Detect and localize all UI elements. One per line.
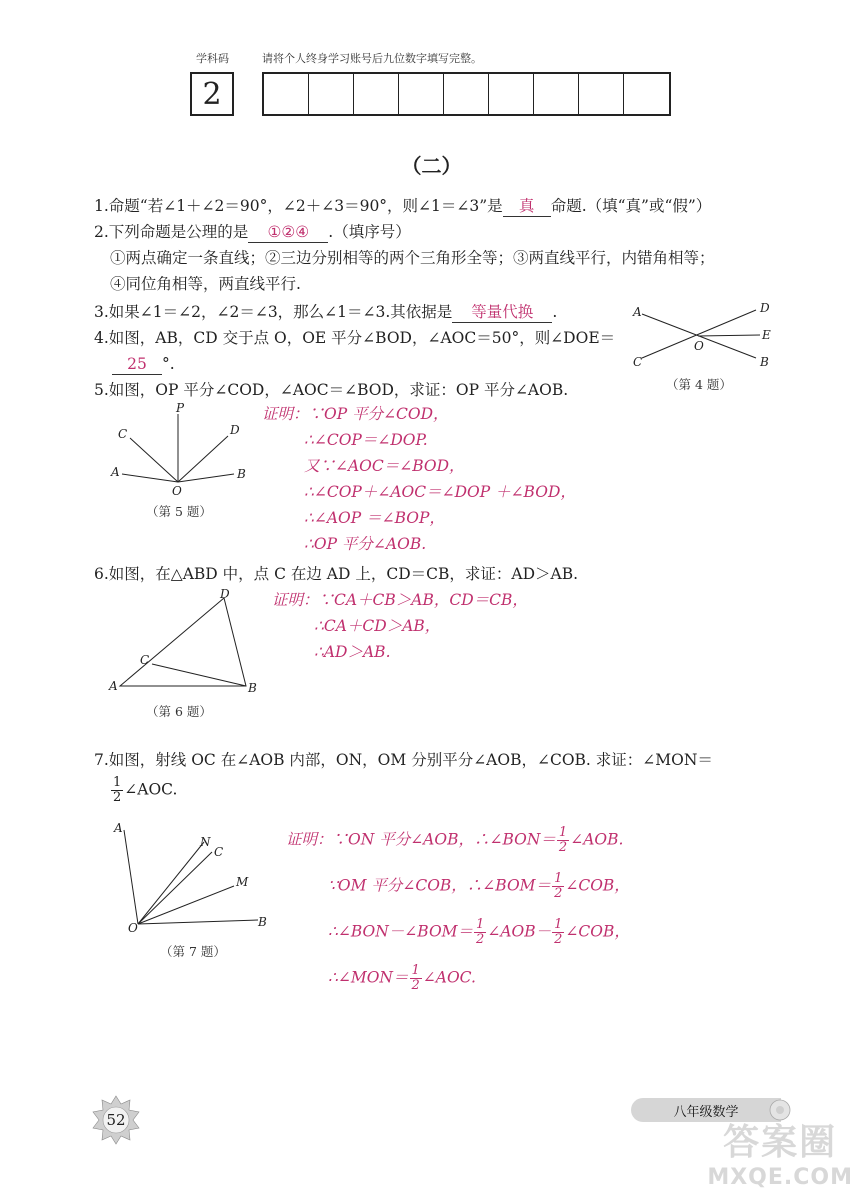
fraction-half: $\frac{1}{2}$ [554,871,563,901]
proof-5-line-6: ∴OP 平分∠AOB. [304,535,427,553]
fraction-half: $\frac{1}{2}$ [554,917,563,947]
question-6: 6.如图，在△ABD 中，点 C 在边 AD 上，CD＝CB，求证：AD＞AB. [94,565,579,583]
label-d: D [220,587,230,601]
question-7: 7.如图，射线 OC 在∠AOB 内部，ON，OM 分别平分∠AOB，∠COB. 求证：∠MON＝ [94,751,713,769]
question-4-answer: 25 °. [112,354,175,375]
ray-oc [130,438,178,482]
proof-5-line-4: ∴∠COP＋∠AOC＝∠DOP ＋∠BOD， [304,483,576,501]
label-b: B [248,681,257,695]
account-digit-box[interactable] [399,74,444,114]
question-2-options-2: ④同位角相等，两直线平行. [110,275,301,293]
ray-ob [178,474,234,482]
ray-oc [138,852,212,924]
account-number-boxes [262,72,671,116]
ray-oa [124,830,138,924]
label-n: N [200,835,211,849]
account-digit-box[interactable] [444,74,489,114]
account-digit-box[interactable] [534,74,579,114]
segment-cb [152,664,246,686]
proof-6-line-2: ∴CA＋CD＞AB， [314,617,441,635]
label-a: A [633,305,642,319]
fraction-half: $\frac{1}{2}$ [476,917,485,947]
figure-7 [108,818,278,938]
question-7-line-2: $\frac{1}{2}$ ∠AOC. [113,775,178,805]
proof-6-line-3: ∴AD＞AB. [314,643,391,661]
fraction-half: $\frac{1}{2}$ [113,775,122,805]
label-m: M [236,875,249,889]
label-p: P [176,402,185,415]
label-c: C [214,845,224,859]
page-number: 52 [106,1111,126,1129]
label-d: D [230,423,240,437]
label-b: B [760,355,769,369]
question-4: 4.如图，AB，CD 交于点 O，OE 平分∠BOD，∠AOC＝50°，则∠DOE＝ [94,329,616,347]
figure-4 [628,300,778,375]
proof-6-line-1: 证明：∵CA＋CB＞AB，CD＝CB， [272,591,528,609]
answer-blank: 25 [112,354,162,375]
figure-5 [108,402,248,497]
question-1: 1.命题“若∠1＋∠2＝90°，∠2＋∠3＝90°，则∠1＝∠3”是 真 命题.（填“真”或“假”） [94,197,712,215]
label-o: O [694,339,704,353]
figure-6 [106,586,266,696]
ray-oe [698,335,760,336]
label-c: C [118,427,128,441]
label-b: B [258,915,267,929]
subject-code-label: 学科码 [196,52,229,65]
label-d: D [760,301,770,315]
proof-5-line-5: ∴∠AOP ＝∠BOP， [304,509,445,527]
label-a: A [111,465,120,479]
account-digit-box[interactable] [264,74,309,114]
watermark-line-2: MXQE.COM [707,1165,853,1190]
question-5: 5.如图，OP 平分∠COD，∠AOC＝∠BOD，求证：OP 平分∠AOB. [94,381,569,399]
ray-ob [138,920,258,924]
account-instruction: 请将个人终身学习账号后九位数字填写完整。 [262,52,482,65]
question-2-options: ①两点确定一条直线；②三边分别相等的两个三角形全等；③两直线平行，内错角相等； [110,249,715,267]
label-e: E [762,328,771,342]
label-o: O [172,484,182,497]
label-a: A [109,679,118,693]
book-title-tab: 八年级数学 [631,1098,781,1122]
label-o: O [128,921,138,935]
caption-5: （第 5 题） [146,504,212,519]
ray-oa [122,474,178,482]
proof-7-line-3: ∴∠BON－∠BOM＝ $\frac{1}{2}$ ∠AOB－ $\frac{1}{2}$ ∠COB， [328,917,630,947]
proof-7-line-1: 证明：∵ON 平分∠AOB，∴∠BON＝ $\frac{1}{2}$ ∠AOB. [286,825,624,855]
proof-5-line-1: 证明：∵OP 平分∠COD， [262,405,449,423]
label-c: C [633,355,643,369]
fraction-half: $\frac{1}{2}$ [411,963,420,993]
account-digit-box[interactable] [624,74,669,114]
caption-7: （第 7 题） [160,944,226,959]
ray-on [138,842,204,924]
label-c: C [140,653,150,667]
label-b: B [237,467,246,481]
question-3: 3.如果∠1＝∠2，∠2＝∠3，那么∠1＝∠3.其依据是 等量代换 . [94,303,558,321]
answer-blank: 真 [503,196,551,217]
account-digit-box[interactable] [489,74,534,114]
ray-om [138,886,234,924]
caption-6: （第 6 题） [146,704,212,719]
fraction-half: $\frac{1}{2}$ [558,825,568,855]
watermark [707,1114,853,1190]
account-digit-box[interactable] [354,74,399,114]
proof-5-line-3: 又∵∠AOC＝∠BOD， [304,457,465,475]
question-2: 2.下列命题是公理的是 ①②④ .（填序号） [94,223,411,241]
ray-od [178,436,228,482]
section-title: （二） [401,154,462,178]
proof-7-line-4: ∴∠MON＝ $\frac{1}{2}$ ∠AOC. [328,963,476,993]
proof-5-line-2: ∴∠COP＝∠DOP. [304,431,428,449]
account-digit-box[interactable] [309,74,354,114]
answer-blank: ①②④ [248,222,328,243]
account-digit-box[interactable] [579,74,624,114]
watermark-line-1: 答案圈 [723,1122,838,1163]
subject-code-box: 2 [190,72,234,116]
triangle-abd [120,598,246,686]
caption-4: （第 4 题） [666,377,732,392]
label-a: A [114,821,123,835]
answer-blank: 等量代换 [452,302,552,323]
proof-7-line-2: ∵OM 平分∠COB，∴∠BOM＝ $\frac{1}{2}$ ∠COB， [328,871,630,901]
